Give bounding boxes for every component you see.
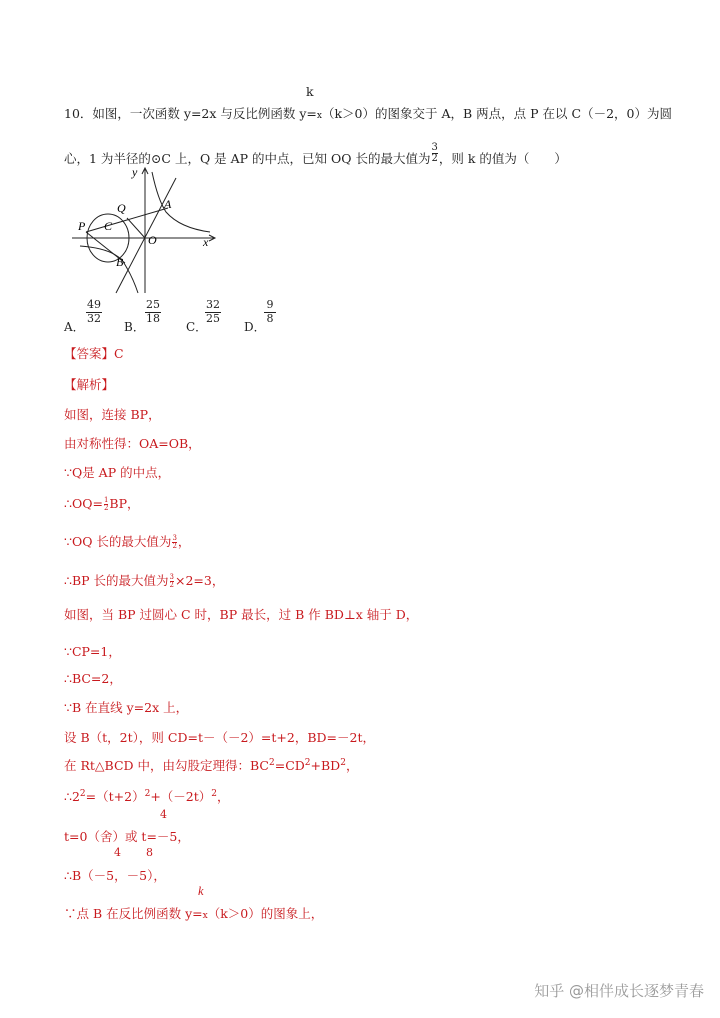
question-line1-rest: （k＞0）的图象交于 A，B 两点，点 P 在以 C（－2，0）为圆 <box>321 106 672 121</box>
step-5-b: ， <box>177 534 191 549</box>
option-d-letter: D． <box>244 320 266 334</box>
step-16-a: ∵点 B 在反比例函数 y= <box>64 906 203 921</box>
label-a: A <box>164 197 172 211</box>
step-12-b: =CD <box>274 758 305 773</box>
option-a-letter: A． <box>64 320 85 334</box>
step-12-d: ， <box>345 758 359 773</box>
step-15-b: 5 <box>106 868 115 883</box>
label-p: P <box>78 219 86 233</box>
step-6-b: ×2=3， <box>175 573 225 588</box>
step-6-frac <box>170 574 174 589</box>
option-b-frac <box>145 299 161 325</box>
step-12-sup1: 2 <box>268 757 275 768</box>
step-6-den: 2 <box>169 581 174 589</box>
label-b: B <box>116 255 124 269</box>
line-y-2x <box>116 178 176 293</box>
function-graph-figure <box>70 160 220 295</box>
step-13-b: =（t+2） <box>85 789 145 804</box>
step-14-b: ， <box>177 829 190 844</box>
option-a-num: 49 <box>87 298 101 311</box>
option-d-num: 9 <box>266 298 274 311</box>
step-1: 如图，连接 BP， <box>64 407 161 422</box>
analysis-label: 【解析】 <box>64 377 115 392</box>
step-13-d: ， <box>217 789 230 804</box>
step-4-frac <box>104 497 108 512</box>
step-16-k: k <box>198 884 204 898</box>
question-x-sub: x <box>316 111 322 121</box>
option-b-letter: B． <box>124 320 145 334</box>
step-10: ∵B 在直线 y=2x 上， <box>64 700 189 715</box>
hyperbola-branch-upper <box>152 172 210 232</box>
step-14-top: 4 <box>160 808 167 821</box>
step-12-sup2: 2 <box>304 757 311 768</box>
step-9: ∴BC=2， <box>64 671 122 686</box>
step-16-b: （k＞0）的图象上， <box>207 906 324 921</box>
step-15-top2: 8 <box>146 846 153 859</box>
question-line2-a: 心，1 为半径的⊙C 上，Q 是 AP 的中点，已知 OQ 长的最大值为 <box>64 151 431 166</box>
question-line1 <box>64 104 672 122</box>
hyperbola-branch-lower <box>80 246 138 293</box>
question-line2-b: ，则 k 的值为（ ） <box>438 151 567 166</box>
label-c: C <box>104 219 113 233</box>
step-15-d: 5 <box>139 868 148 883</box>
option-c-den: 25 <box>206 311 220 325</box>
step-4 <box>64 494 140 512</box>
step-13 <box>64 787 230 805</box>
question-frac-num: 3 <box>431 142 438 153</box>
option-b-den: 18 <box>146 311 160 325</box>
step-13-a: ∴2 <box>64 789 80 804</box>
answer-label: 【答案】 <box>64 346 115 361</box>
step-15-top1: 4 <box>114 846 121 859</box>
step-3: ∵Q是 AP 的中点， <box>64 465 171 480</box>
step-12-a: 在 Rt△BCD 中，由勾股定理得：BC <box>64 758 269 773</box>
option-d-den: 8 <box>264 312 276 326</box>
step-14-a: t=0（舍）或 t=－ <box>64 829 170 844</box>
step-12 <box>64 756 358 774</box>
question-k-top: k <box>306 84 314 99</box>
step-13-sup2: 2 <box>144 788 151 799</box>
step-13-sup1: 2 <box>79 788 86 799</box>
step-12-c: +BD <box>310 758 341 773</box>
step-6-num: 3 <box>169 573 174 581</box>
step-5-den: 2 <box>172 542 177 550</box>
step-6-a: ∴BP 长的最大值为 <box>64 573 169 588</box>
answer-value: C <box>114 346 124 361</box>
step-13-sup3: 2 <box>211 788 217 799</box>
option-c-num: 32 <box>206 298 220 311</box>
label-q: Q <box>117 201 126 215</box>
watermark: 知乎 @相伴成长逐梦青春 <box>534 982 704 1000</box>
step-15 <box>64 866 166 884</box>
step-4-den: 2 <box>103 504 109 512</box>
question-line1-start: 10．如图，一次函数 y=2x 与反比例函数 y= <box>64 106 317 121</box>
option-a-frac <box>86 299 102 325</box>
step-2: 由对称性得：OA=OB， <box>64 436 201 451</box>
step-8: ∵CP=1， <box>64 644 121 659</box>
step-5-a: ∵OQ 长的最大值为 <box>64 534 172 549</box>
step-5 <box>64 532 190 550</box>
label-x: x <box>203 235 209 249</box>
step-14 <box>64 827 190 845</box>
step-16 <box>64 904 323 922</box>
option-c-letter: C． <box>186 320 208 334</box>
label-o: O <box>148 233 157 247</box>
option-d-frac <box>264 299 276 325</box>
step-4-a: ∴OQ= <box>64 496 103 511</box>
step-6 <box>64 571 224 589</box>
step-7: 如图，当 BP 过圆心 C 时，BP 最长，过 B 作 BD⊥x 轴于 D， <box>64 607 419 622</box>
step-13-c: +（－2t） <box>150 789 212 804</box>
question-frac-den: 2 <box>431 153 438 164</box>
label-y: y <box>132 165 138 179</box>
step-15-a: ∴B（－ <box>64 868 107 883</box>
step-4-num: 1 <box>103 496 109 504</box>
step-4-b: BP， <box>109 496 140 511</box>
step-5-num: 3 <box>172 534 177 542</box>
step-5-frac <box>172 535 176 550</box>
option-c-frac <box>205 299 221 325</box>
step-14-bot: 5 <box>169 829 178 844</box>
step-11: 设 B（t，2t），则 CD=t－（－2）=t+2，BD=－2t， <box>64 730 375 745</box>
option-b-num: 25 <box>146 298 160 311</box>
segment-oq <box>127 218 145 238</box>
answer-line <box>64 344 124 362</box>
step-12-sup3: 2 <box>340 757 346 768</box>
option-a-den: 32 <box>87 311 101 325</box>
question-frac <box>432 143 438 164</box>
step-15-c: ，－ <box>114 868 140 883</box>
step-16-x: x <box>202 911 208 921</box>
step-15-e: ）， <box>147 868 166 883</box>
